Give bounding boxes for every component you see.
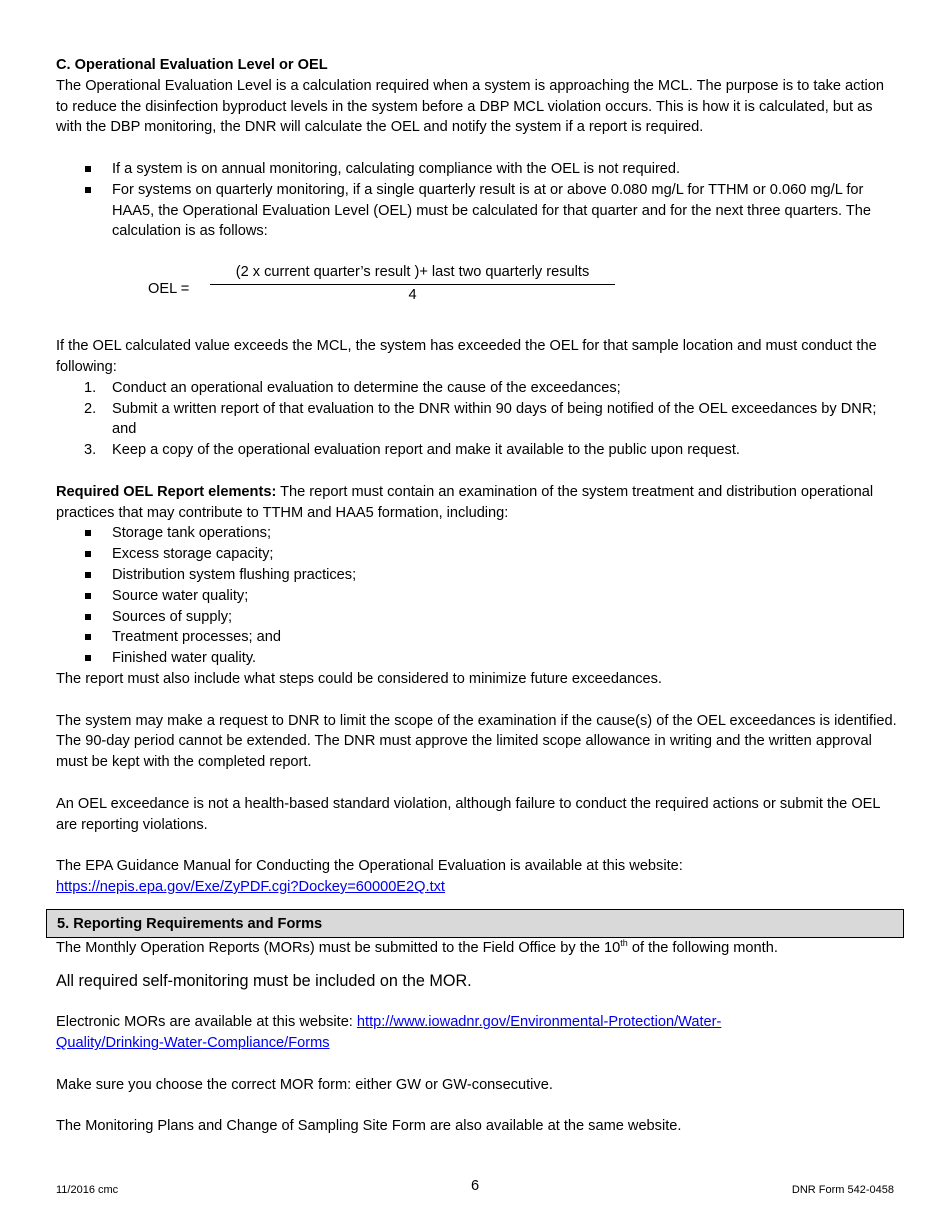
list-item: Treatment processes; and bbox=[56, 627, 898, 648]
page-footer bbox=[56, 1176, 894, 1198]
list-item: Excess storage capacity; bbox=[56, 544, 898, 565]
formula-numerator: (2 x current quarter’s result )+ last two quarterly results bbox=[210, 262, 615, 285]
page-number: 6 bbox=[470, 1178, 480, 1194]
section-5-heading: 5. Reporting Requirements and Forms bbox=[46, 909, 904, 938]
report-elements-label: Required OEL Report elements: bbox=[56, 483, 277, 500]
choose-form-text: Make sure you choose the correct MOR form: either GW or GW-consecutive. bbox=[56, 1076, 553, 1093]
report-elements-paragraph: Required OEL Report elements: The report must contain an examination of the system treatment and distribution operational practices that may contribute to TTHM and HAA5 formation, including: bbox=[56, 483, 874, 521]
monitoring-bullet-list bbox=[56, 159, 898, 242]
formula-fraction bbox=[210, 262, 615, 305]
list-item: Storage tank operations; bbox=[56, 523, 898, 544]
formula-lhs: OEL = bbox=[148, 281, 190, 298]
not-violation-paragraph: An OEL exceedance is not a health-based standard violation, although failure to conduct the required actions or submit the OEL are reporting violations. bbox=[56, 795, 880, 833]
list-item: For systems on quarterly monitoring, if a single quarterly result is at or above 0.080 mg/L for TTHM or 0.060 mg/L for HAA5, the Operational Evaluation Level (OEL) must be calculated for that quarter and for the next three quarters. The calculation is as follows: bbox=[56, 180, 898, 242]
footer-date-code: 11/2016 cmc bbox=[56, 1184, 119, 1196]
mor-forms-link[interactable]: http://www.iowadnr.gov/Environmental-Protection/Water- bbox=[356, 1014, 722, 1031]
formula-denominator: 4 bbox=[408, 286, 417, 303]
list-item: Sources of supply; bbox=[56, 607, 898, 628]
list-item: 2. Submit a written report of that evaluation to the DNR within 90 days of being notified of the OEL exceedances by DNR; and bbox=[84, 400, 877, 438]
monitoring-plans-text: The Monitoring Plans and Change of Sampling Site Form are also available at the same website. bbox=[56, 1118, 682, 1135]
list-item: 1. Conduct an operational evaluation to determine the cause of the exceedances; bbox=[84, 379, 621, 396]
form-number: DNR Form 542-0458 bbox=[791, 1184, 894, 1196]
list-item: Distribution system flushing practices; bbox=[56, 565, 898, 586]
scope-paragraph: The system may make a request to DNR to limit the scope of the examination if the cause(s) of the OEL exceedances is identified. The 90-day period cannot be extended. The DNR must approve the limited scope allowance in writing and the written approval must be kept with the completed report. bbox=[56, 712, 897, 771]
section-c-heading: C. Operational Evaluation Level or OEL bbox=[56, 57, 328, 73]
list-item: If a system is on annual monitoring, calculating compliance with the OEL is not required. bbox=[56, 159, 898, 180]
self-monitoring-text: All required self-monitoring must be included on the MOR. bbox=[56, 972, 472, 991]
list-item: 3. Keep a copy of the operational evaluation report and make it available to the public upon request. bbox=[84, 442, 740, 459]
report-also-text: The report must also include what steps could be considered to minimize future exceedances. bbox=[56, 670, 662, 687]
list-item: Finished water quality. bbox=[56, 648, 898, 669]
required-steps-list bbox=[56, 378, 898, 461]
oel-formula bbox=[56, 262, 898, 314]
mor-deadline-text: The Monthly Operation Reports (MORs) must be submitted to the Field Office by the 10th of the following month. bbox=[56, 937, 778, 956]
exceed-text: If the OEL calculated value exceeds the MCL, the system has exceeded the OEL for that sample location and must conduct the following: bbox=[56, 338, 877, 375]
section-c-intro: The Operational Evaluation Level is a calculation required when a system is approaching the MCL. The purpose is to take action to reduce the disinfection byproduct levels in the system before a DBP MCL violation occurs. This is how it is calculated, but as with the DBP monitoring, the DNR will calculate the OEL and notify the system if a report is required. bbox=[56, 77, 884, 136]
document-page bbox=[56, 55, 898, 1137]
epa-guidance-text: The EPA Guidance Manual for Conducting the Operational Evaluation is available at this website: bbox=[56, 858, 683, 875]
epa-guidance-link[interactable]: https://nepis.epa.gov/Exe/ZyPDF.cgi?Dockey=60000E2Q.txt bbox=[56, 878, 445, 895]
mor-forms-link-continued[interactable]: Quality/Drinking-Water-Compliance/Forms bbox=[56, 1035, 330, 1052]
electronic-mor-paragraph: Electronic MORs are available at this website: http://www.iowadnr.gov/Environmental-Protection/Water- Quality/Drinking-Water-Compliance/Forms bbox=[56, 1014, 722, 1052]
report-elements-list bbox=[56, 523, 898, 669]
list-item: Source water quality; bbox=[56, 586, 898, 607]
